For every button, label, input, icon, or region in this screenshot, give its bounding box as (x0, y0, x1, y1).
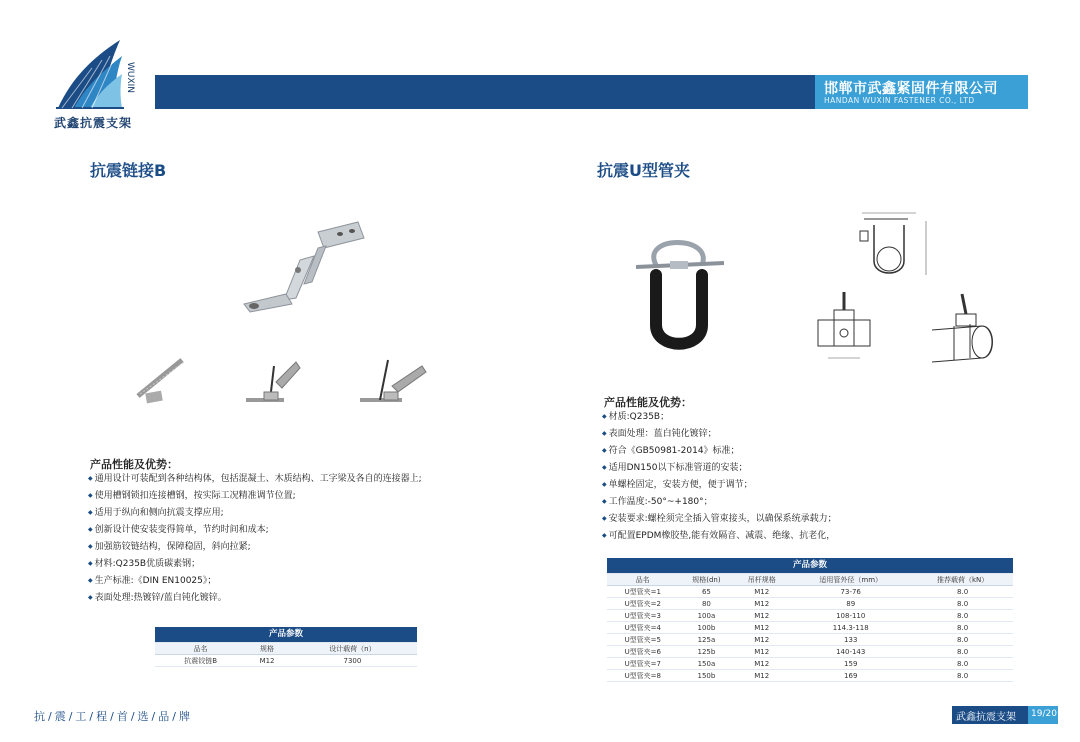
table-row (607, 646, 1013, 658)
table-row (155, 655, 417, 667)
right-feature-item: ◆ 单螺栓固定，安装方便，便于调节； (602, 476, 837, 493)
table-cell: U型管夹=5 (607, 634, 679, 646)
table-cell: 8.0 (912, 634, 1013, 646)
table-cell: U型管夹=2 (607, 598, 679, 610)
table-cell: 8.0 (912, 670, 1013, 682)
header-bar (155, 75, 815, 109)
logo-vertical-label: WUXIN (125, 62, 135, 94)
right-table-header: 品名 (607, 574, 679, 586)
left-feature-item: ◆ 生产标准:《DIN EN10025》； (88, 572, 422, 589)
hinge-install-image-2 (244, 356, 304, 410)
table-cell: 150b (679, 670, 735, 682)
table-cell: 8.0 (912, 622, 1013, 634)
left-feature-item: ◆ 加强筋铰链结构，保障稳固，斜向拉紧; (88, 538, 422, 555)
table-cell: U型管夹=3 (607, 610, 679, 622)
left-features-list (88, 470, 422, 606)
seismic-hinge-b-image (230, 212, 370, 320)
u-clamp-drawing-side (814, 290, 874, 366)
logo-brand-name: 武鑫抗震支架 (54, 116, 133, 130)
table-row (607, 658, 1013, 670)
table-cell: 抗震铰链B (155, 655, 246, 667)
table-cell: 133 (789, 634, 912, 646)
right-table-header: 吊杆规格 (734, 574, 789, 586)
table-row (607, 622, 1013, 634)
right-feature-item: ◆ 可配置EPDM橡胶垫,能有效隔音、减震、绝缘、抗老化， (602, 527, 837, 544)
table-cell: 8.0 (912, 586, 1013, 598)
company-name-cn: 邯郸市武鑫紧固件有限公司 (824, 81, 998, 97)
table-cell: 65 (679, 586, 735, 598)
table-row (607, 586, 1013, 598)
table-cell: M12 (246, 655, 288, 667)
page-number: 19/20 (1031, 709, 1057, 719)
table-row (607, 610, 1013, 622)
table-cell: 8.0 (912, 658, 1013, 670)
left-feature-item: ◆ 材料:Q235B优质碳素钢； (88, 555, 422, 572)
table-cell: M12 (734, 610, 789, 622)
left-table-caption: 产品参数 (155, 627, 417, 643)
table-cell: 100a (679, 610, 735, 622)
left-table-header: 品名 (155, 643, 246, 655)
table-cell: 114.3-118 (789, 622, 912, 634)
right-feature-item: ◆ 安装要求:螺栓须完全插入管束接头，以确保系统承载力； (602, 510, 837, 527)
right-features-list (602, 408, 837, 544)
table-cell: U型管夹=8 (607, 670, 679, 682)
table-row (607, 634, 1013, 646)
left-table-header: 规格 (246, 643, 288, 655)
table-cell: 89 (789, 598, 912, 610)
hinge-install-image-1 (130, 350, 190, 410)
table-cell: M12 (734, 586, 789, 598)
left-feature-item: ◆ 使用槽钢锁扣连接槽钢，按实际工况精准调节位置; (88, 487, 422, 504)
table-cell: M12 (734, 646, 789, 658)
table-cell: 108-110 (789, 610, 912, 622)
table-cell: U型管夹=1 (607, 586, 679, 598)
left-feature-item: ◆ 通用设计可装配到各种结构体，包括混凝土、木质结构、工字梁及各自的连接器上; (88, 470, 422, 487)
right-section-title: 抗震U型管夹 (597, 161, 690, 180)
right-params-table (607, 558, 1013, 682)
table-row (607, 598, 1013, 610)
footer-slogan: 抗/震/工/程/首/选/品/牌 (34, 710, 193, 723)
table-cell: 125b (679, 646, 735, 658)
table-cell: 169 (789, 670, 912, 682)
table-cell: U型管夹=4 (607, 622, 679, 634)
u-clamp-drawing-iso (926, 290, 998, 370)
table-cell: 7300 (288, 655, 417, 667)
footer-brand: 武鑫抗震支架 (956, 712, 1016, 723)
right-table-header: 规格(dn) (679, 574, 735, 586)
left-table-header: 设计载荷（n） (288, 643, 417, 655)
table-cell: 140-143 (789, 646, 912, 658)
right-table-caption: 产品参数 (607, 558, 1013, 574)
table-cell: 125a (679, 634, 735, 646)
table-cell: 159 (789, 658, 912, 670)
table-cell: M12 (734, 658, 789, 670)
table-cell: 100b (679, 622, 735, 634)
right-features-heading: 产品性能及优势： (604, 396, 692, 409)
table-cell: M12 (734, 670, 789, 682)
company-name-en: HANDAN WUXIN FASTENER CO., LTD (824, 96, 975, 105)
table-cell: 8.0 (912, 598, 1013, 610)
table-cell: M12 (734, 598, 789, 610)
right-table-header: 推荐载荷（kN） (912, 574, 1013, 586)
left-feature-item: ◆ 适用于纵向和侧向抗震支撑应用; (88, 504, 422, 521)
table-cell: M12 (734, 634, 789, 646)
table-cell: M12 (734, 622, 789, 634)
table-cell: 8.0 (912, 610, 1013, 622)
right-table-header: 适用管外径（mm） (789, 574, 912, 586)
logo-vertical-text (124, 60, 138, 120)
table-cell: 8.0 (912, 646, 1013, 658)
left-section-title: 抗震链接B (90, 161, 167, 180)
left-feature-item: ◆ 表面处理:热镀锌/蓝白钝化镀锌。 (88, 589, 422, 606)
right-feature-item: ◆ 工作温度:-50°~+180°； (602, 493, 837, 510)
left-features-heading: 产品性能及优势： (90, 458, 178, 471)
hinge-install-image-3 (358, 356, 428, 410)
right-feature-item: ◆ 符合《GB50981-2014》标准； (602, 442, 837, 459)
u-clamp-drawing-front (852, 205, 934, 285)
table-cell: 150a (679, 658, 735, 670)
table-row (607, 670, 1013, 682)
right-feature-item: ◆ 材质:Q235B； (602, 408, 837, 425)
table-cell: 73-76 (789, 586, 912, 598)
table-cell: U型管夹=7 (607, 658, 679, 670)
right-feature-item: ◆ 表面处理：蓝白钝化镀锌； (602, 425, 837, 442)
left-feature-item: ◆ 创新设计使安装变得简单，节约时间和成本; (88, 521, 422, 538)
table-cell: U型管夹=6 (607, 646, 679, 658)
left-params-table (155, 627, 417, 667)
right-feature-item: ◆ 适用DN150以下标准管道的安装； (602, 459, 837, 476)
table-cell: 80 (679, 598, 735, 610)
u-clamp-photo (630, 225, 730, 355)
